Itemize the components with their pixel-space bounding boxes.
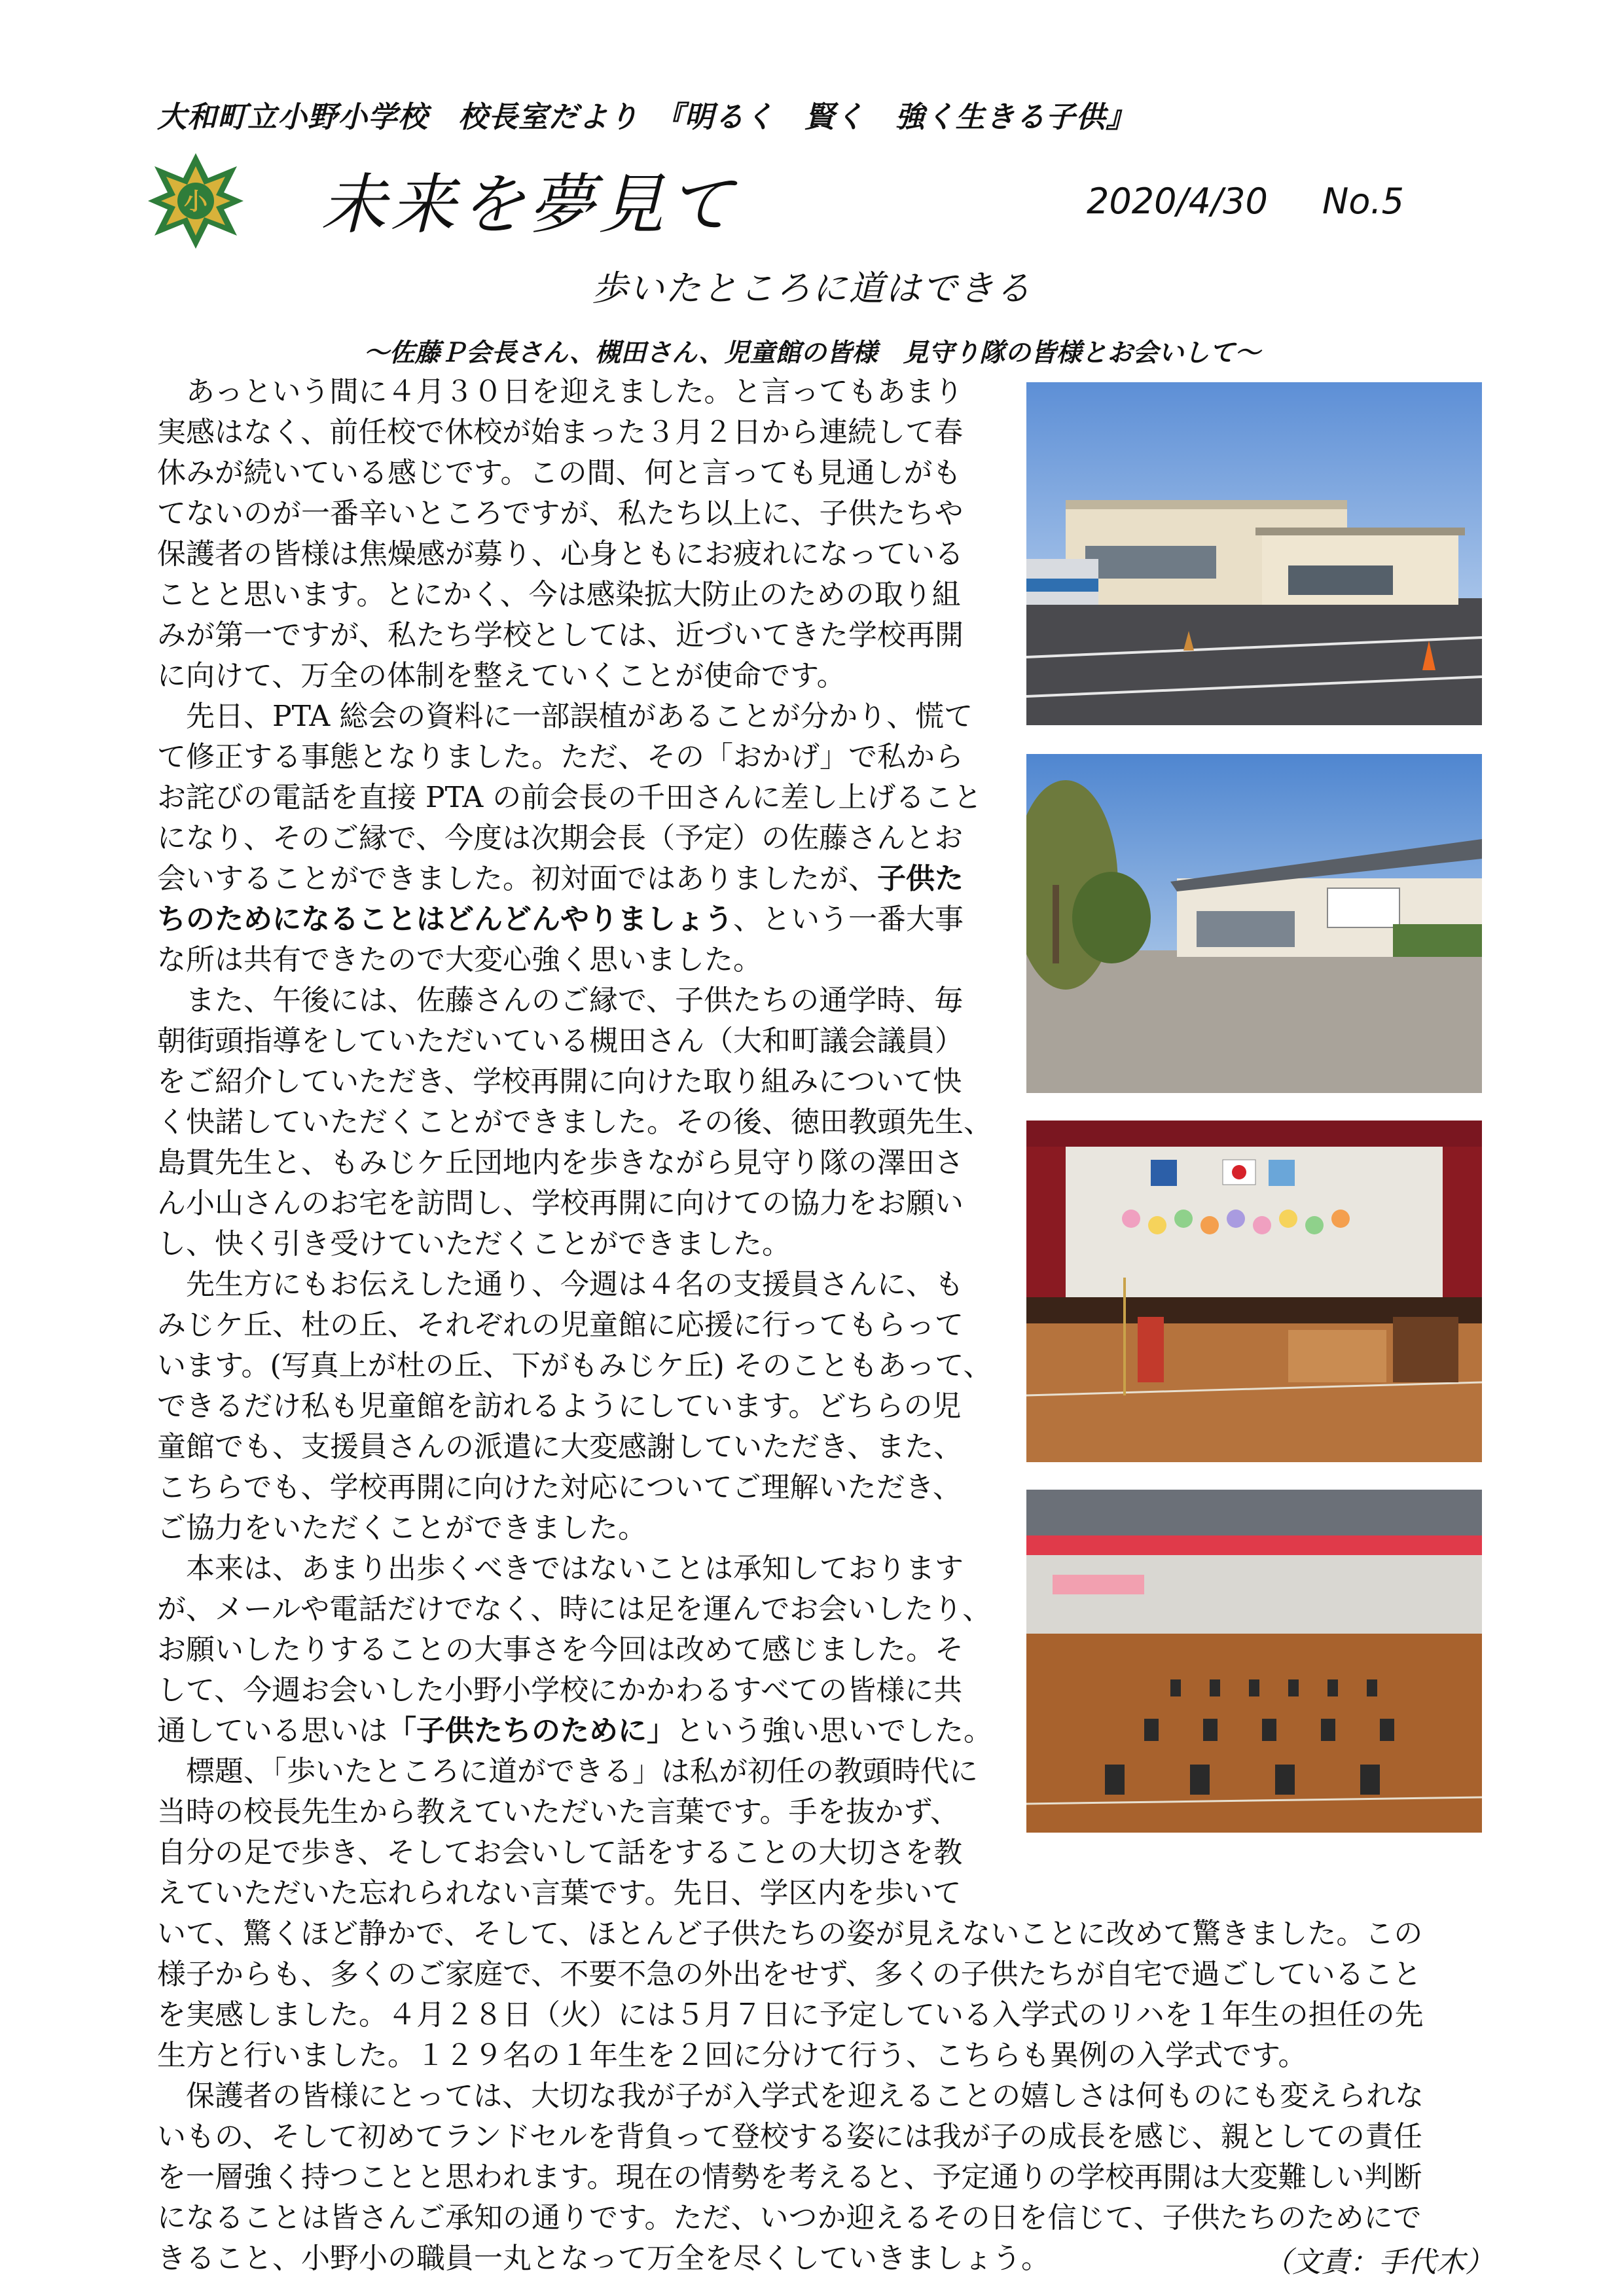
emphasis-text: 子供た: [877, 862, 964, 895]
body-text: という強い思いでした。: [676, 1714, 992, 1748]
body-line: 保護者の皆様は焦燥感が募り、心身ともにお疲れになっている: [157, 537, 964, 571]
newsletter-title: 未来を夢見て: [321, 166, 737, 243]
body-line: 自分の足で歩き、そしてお会いして話をすることの大切さを教: [157, 1836, 963, 1869]
body-text: 会いすることができました。初対面ではありましたが、: [157, 862, 877, 895]
masthead: 大和町立小野小学校 校長室だより 『明るく 賢く 強く生きる子供』: [157, 99, 1136, 134]
body-line: みじケ丘、杜の丘、それぞれの児童館に応援に行ってもらって: [157, 1308, 964, 1342]
photo-gymnasium-chairs: [1026, 1490, 1482, 1833]
body-line: きること、小野小の職員一丸となって万全を尽くしていきましょう。: [157, 2242, 1050, 2275]
body-line: を一層強く持つことと思われます。現在の情勢を考えると、予定通りの学校再開は大変難しい判断: [157, 2161, 1422, 2194]
photo-children-center-momijigaoka: [1026, 754, 1482, 1093]
author-credit: （文責：手代木）: [1263, 2246, 1494, 2279]
body-line: あっという間に４月３０日を迎えました。と言ってもあまり: [157, 375, 964, 408]
body-line: 休みが続いている感じです。この間、何と言っても見通しがも: [157, 456, 962, 490]
body-line: お詫びの電話を直接 PTA の前会長の千田さんに差し上げること: [157, 781, 983, 814]
photo-children-center-morinooka: [1026, 382, 1482, 725]
body-text: 通している思いは: [157, 1714, 388, 1748]
body-line: して、今週お会いした小野小学校にかかわるすべての皆様に共: [157, 1674, 963, 1707]
body-line: が、メールや電話だけでなく、時には足を運んでお会いしたり、: [157, 1592, 992, 1626]
body-line: いて、驚くほど静かで、そして、ほとんど子供たちの姿が見えないことに改めて驚きました。この: [157, 1917, 1423, 1950]
issue-date: 2020/4/30: [1087, 181, 1268, 222]
body-line: いもの、そして初めてランドセルを背負って登校する姿には我が子の成長を感じ、親としての責任: [157, 2120, 1422, 2153]
body-line: ん小山さんのお宅を訪問し、学校再開に向けての協力をお願い: [157, 1187, 964, 1220]
body-line: 生方と行いました。１２９名の１年生を２回に分けて行う、こちらも異例の入学式です。: [157, 2039, 1307, 2072]
body-line: ご協力をいただくことができました。: [157, 1511, 647, 1545]
body-line: お願いしたりすることの大事さを今回は改めて感じました。そ: [157, 1633, 964, 1666]
body-line: 実感はなく、前任校で休校が始まった３月２日から連続して春: [157, 416, 964, 449]
body-line: [157, 859, 964, 899]
body-line: を実感しました。４月２８日（火）には５月７日に予定している入学式のリハを１年生の担任の先: [157, 1998, 1424, 2032]
body-line: く快諾していただくことができました。その後、徳田教頭先生、: [157, 1105, 992, 1139]
body-line: し、快く引き受けていただくことができました。: [157, 1227, 791, 1261]
body-line: できるだけ私も児童館を訪れるようにしています。どちらの児: [157, 1390, 962, 1423]
body-line: 朝街頭指導をしていただいている槻田さん（大和町議会議員）: [157, 1024, 964, 1058]
photo-gymnasium-stage: [1026, 1121, 1482, 1462]
body-line: になることは皆さんご承知の通りです。ただ、いつか迎えるその日を信じて、子供たちのためにで: [157, 2201, 1422, 2234]
article-headline: 歩いたところに道はできる: [592, 268, 1032, 309]
body-line: に向けて、万全の体制を整えていくことが使命です。: [157, 659, 846, 692]
body-line: 標題、「歩いたところに道ができる」は私が初任の教頭時代に: [157, 1755, 978, 1788]
body-line: 様子からも、多くのご家庭で、不要不急の外出をせず、多くの子供たちが自宅で過ごしていること: [157, 1958, 1422, 1991]
body-line: 当時の校長先生から教えていただいた言葉です。手を抜かず、: [157, 1795, 959, 1829]
body-line: 童館でも、支援員さんの派遣に大変感謝していただき、また、: [157, 1430, 963, 1463]
body-line: [157, 1711, 992, 1751]
body-line: をご紹介していただき、学校再開に向けた取り組みについて快: [157, 1065, 962, 1098]
body-line: 保護者の皆様にとっては、大切な我が子が入学式を迎えることの嬉しさは何ものにも変えられな: [157, 2079, 1424, 2113]
body-line: こちらでも、学校再開に向けた対応についてご理解いただき、: [157, 1471, 962, 1504]
logo-character: 小: [183, 188, 208, 215]
body-line: な所は共有できたので大変心強く思いました。: [157, 943, 762, 977]
body-line: 先日、PTA 総会の資料に一部誤植があることが分かり、慌て: [157, 700, 973, 733]
body-line: また、午後には、佐藤さんのご縁で、子供たちの通学時、毎: [157, 984, 964, 1017]
emphasis-text: ちのためになることはどんどんやりましょう: [157, 903, 733, 936]
body-line: えていただいた忘れられない言葉です。先日、学区内を歩いて: [157, 1876, 962, 1910]
body-line: います。(写真上が杜の丘、下がもみじケ丘) そのこともあって、: [157, 1349, 992, 1382]
body-line: [157, 899, 964, 940]
body-line: てないのが一番辛いところですが、私たち以上に、子供たちや: [157, 497, 964, 530]
school-logo-icon: [147, 152, 245, 250]
body-line: ことと思います。とにかく、今は感染拡大防止のための取り組: [157, 578, 961, 611]
body-line: 先生方にもお伝えした通り、今週は４名の支援員さんに、も: [157, 1268, 964, 1301]
body-line: みが第一ですが、私たち学校としては、近づいてきた学校再開: [157, 619, 964, 652]
body-line: 本来は、あまり出歩くべきではないことは承知しております: [157, 1552, 964, 1585]
article-subheadline: ～佐藤Ｐ会長さん、槻田さん、児童館の皆様 見守り隊の皆様とお会いして～: [363, 338, 1261, 368]
body-line: になり、そのご縁で、今度は次期会長（予定）の佐藤さんとお: [157, 821, 964, 855]
issue-number: No.5: [1322, 181, 1404, 222]
emphasis-text: 「子供たちのために」: [388, 1714, 676, 1748]
body-line: て修正する事態となりました。ただ、その「おかげ」で私から: [157, 740, 964, 774]
body-text: 、という一番大事: [733, 903, 964, 936]
body-line: 島貫先生と、もみじケ丘団地内を歩きながら見守り隊の澤田さ: [157, 1146, 964, 1179]
